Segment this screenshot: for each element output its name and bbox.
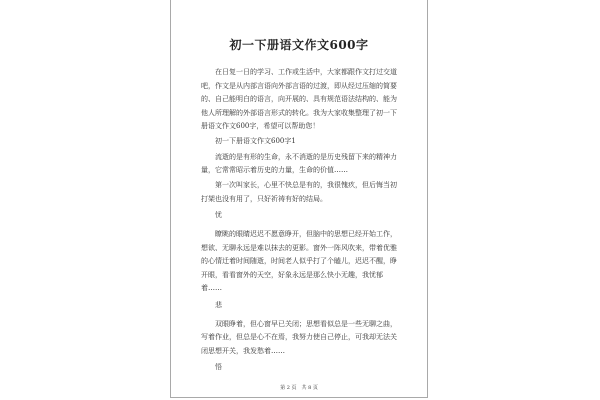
subheading-realize: 悟 <box>215 363 222 372</box>
section-heading: 初一下册语文作文600字1 <box>215 137 296 146</box>
body-paragraph: 瞭眺的眼睛迟迟不愿意睁开，但脑中的思想已经开始工作，想欲、无聊永远是难以抹去的更影。窗外一阵风吹来，带着优雅的心情迁着时间随逝，时间老人似乎打了个瞌儿，迟迟不醒，睁开眼，看看窗外的天空，好象永远是那么快小无趣，我忧郁着…… <box>201 230 397 293</box>
body-paragraph: 流逝的是有形的生命，永不消逝的是历史残留下来的精神力量，它常常昭示着历史的力量，生命的价值…… <box>201 152 397 175</box>
page-footer: 第 2 页 共 8 页 <box>280 385 318 391</box>
intro-paragraph: 在日复一日的学习、工作或生活中，大家都跟作文打过交道吧，作文是从内部言语向外部言语的过渡，即从经过压缩的简要的、自己能明白的语言，向开展的、具有规范语法结构的、能为他人所理解的外部语言形式的转化。我为大家收集整理了初一下册语文作文600字，希望可以帮助您！ <box>201 68 397 131</box>
body-paragraph: 双眼睁着，但心窗早已关闭；思想看似总是一些无聊之曲，写着作业，但总是心不在焉，我努力使自己停止，可我却无法关闭思想开关，我发愁着…… <box>201 319 397 355</box>
body-paragraph: 第一次叫家长，心里不快总是有的，我很愧疚，但后悔当初打架也没有用了，只好祈祷有好的结局。 <box>201 181 397 203</box>
subheading-sad: 悲 <box>215 301 222 309</box>
document-body <box>201 66 401 380</box>
subheading-worry: 忧 <box>215 211 222 220</box>
document-title: 初一下册语文作文600字 <box>229 38 369 52</box>
document-page <box>170 0 428 398</box>
